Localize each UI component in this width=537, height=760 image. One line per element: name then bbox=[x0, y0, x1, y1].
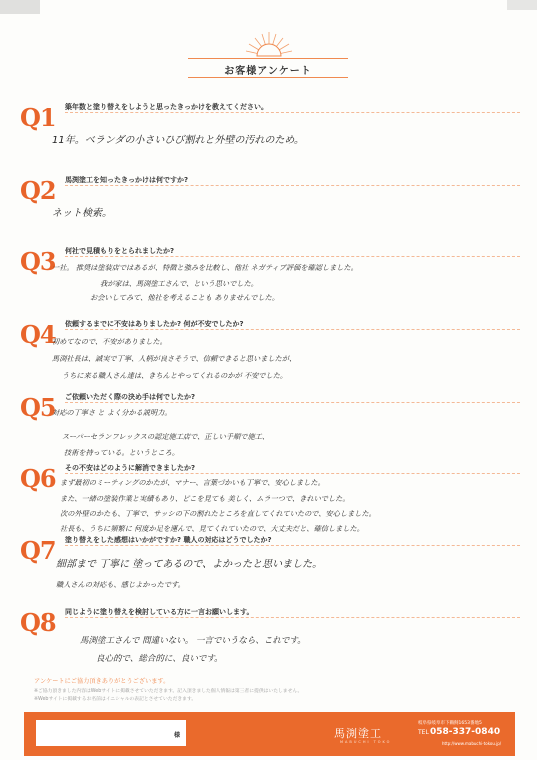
answer-line: スーパーセランフレックスの認定施工店で、正しい手順で施工、 bbox=[62, 432, 270, 441]
privacy-note: ※ご協力頂きました内容はWebサイトに掲載させていただきます。記入頂きました個人情報は第三者に提供はいたしません。 bbox=[34, 689, 303, 694]
question-number: Q2 bbox=[20, 176, 56, 205]
answer-line: 初めてなので、不安がありました。 bbox=[52, 337, 167, 346]
question-text: 何社で見積もりをとられましたか? bbox=[65, 247, 175, 255]
page-title: お客様アンケート bbox=[224, 66, 312, 77]
answer-line: また、一緒の塗装作業と実績もあり、どこを見ても 美しく、ムラ一つで、きれいでした。 bbox=[60, 494, 350, 503]
company-phone: 058-337-0840 bbox=[430, 727, 501, 737]
tel-label: TEL bbox=[418, 729, 429, 736]
answer-line: 職人さんの対応も、感じよかったです。 bbox=[56, 580, 185, 589]
question-text: 依頼するまでに不安はありましたか? 何が不安でしたか? bbox=[65, 320, 244, 328]
answer-line: 細部まで 丁寧に 塗ってあるので、よかったと思いました。 bbox=[56, 559, 323, 570]
answer-line: 次の外壁のかたも、丁寧で、サッシの下の割れたところを直してくれていたので、安心しました。 bbox=[60, 509, 376, 518]
divider bbox=[65, 545, 520, 546]
question-text: その不安はどのように解消できましたか? bbox=[65, 464, 196, 472]
divider bbox=[65, 329, 520, 330]
honorific-label: 様 bbox=[173, 732, 180, 739]
question-number: Q6 bbox=[20, 464, 56, 493]
question-number: Q3 bbox=[20, 247, 56, 276]
company-logo-text: 馬渕塗工 bbox=[334, 727, 382, 740]
answer-line: 馬渕社長は、誠実で丁寧、人柄が良さそうで、信頼できると思いましたが、 bbox=[52, 354, 297, 363]
answer-line: 技術を持っている。というところ。 bbox=[64, 448, 180, 457]
divider bbox=[65, 617, 520, 618]
question-number: Q1 bbox=[20, 103, 56, 132]
scan-corner bbox=[507, 0, 537, 10]
customer-name-field bbox=[36, 720, 186, 746]
divider bbox=[65, 185, 520, 186]
question-number: Q5 bbox=[20, 393, 56, 422]
answer-line: 社長も、うちに頻繁に 何度か足を運んで、見てくれていたので、大丈夫だと、確信しました。 bbox=[60, 524, 364, 533]
company-url: http://www.mabuchi-tokou.jp/ bbox=[442, 741, 502, 746]
title-frame bbox=[188, 58, 348, 78]
question-text: 築年数と塗り替えをしようと思ったきっかけを教えてください。 bbox=[65, 103, 268, 111]
question-number: Q8 bbox=[20, 608, 56, 637]
privacy-note: ※Webサイトに掲載するお名前はイニシャルの表記とさせていただきます。 bbox=[34, 697, 197, 702]
company-logo-subtext: MABUCHI TOKO bbox=[340, 740, 392, 744]
answer-line: 馬渕塗工さんで 間違いない。 一言でいうなら、これです。 bbox=[80, 636, 306, 646]
divider bbox=[65, 473, 520, 474]
question-text: 馬渕塗工を知ったきっかけは何ですか? bbox=[65, 176, 189, 184]
question-number: Q7 bbox=[20, 536, 56, 565]
scan-corner bbox=[0, 0, 40, 14]
title-area bbox=[0, 22, 537, 84]
answer-line: 我が家は、馬渕塗工さんで、という思いでした。 bbox=[100, 279, 258, 288]
footer-band bbox=[24, 712, 515, 756]
answer-line: 良心的で、総合的に、良いです。 bbox=[96, 654, 223, 664]
divider bbox=[65, 402, 520, 403]
question-number: Q4 bbox=[20, 320, 56, 349]
answer-line: まず最初のミーティングのかたが、マナー、言葉づかいも丁寧で、安心しました。 bbox=[60, 478, 325, 487]
answer-line: 11年。ベランダの小さいひび割れと外壁の汚れのため。 bbox=[52, 135, 304, 146]
answer-line: うちに来る職人さん達は、きちんとやってくれるのかが 不安でした。 bbox=[62, 371, 288, 380]
divider bbox=[65, 112, 520, 113]
sunrise-icon bbox=[244, 30, 294, 60]
question-text: 塗り替えをした感想はいかがですか? 職人の対応はどうでしたか? bbox=[65, 536, 272, 544]
question-text: 同じように塗り替えを検討している方に一言お願いします。 bbox=[65, 608, 254, 616]
answer-line: お会いしてみて、他社を考えることも ありませんでした。 bbox=[90, 293, 280, 302]
company-address: 岐阜県岐阜市下鵜飼1653番地5 bbox=[418, 721, 482, 726]
answer-line: 一社。 推奨は塗装店ではあるが、特徴と強みを比較し、他社 ネガティブ評価を確認しました。 bbox=[52, 263, 358, 272]
thanks-message: アンケートにご協力頂きありがとうございます。 bbox=[34, 678, 170, 685]
answer-line: ネット検索。 bbox=[52, 208, 112, 219]
divider bbox=[65, 256, 520, 257]
answer-line: 対応の丁寧さ と よく分かる説明力。 bbox=[52, 408, 172, 417]
question-text: ご依頼いただく際の決め手は何でしたか? bbox=[65, 393, 196, 401]
